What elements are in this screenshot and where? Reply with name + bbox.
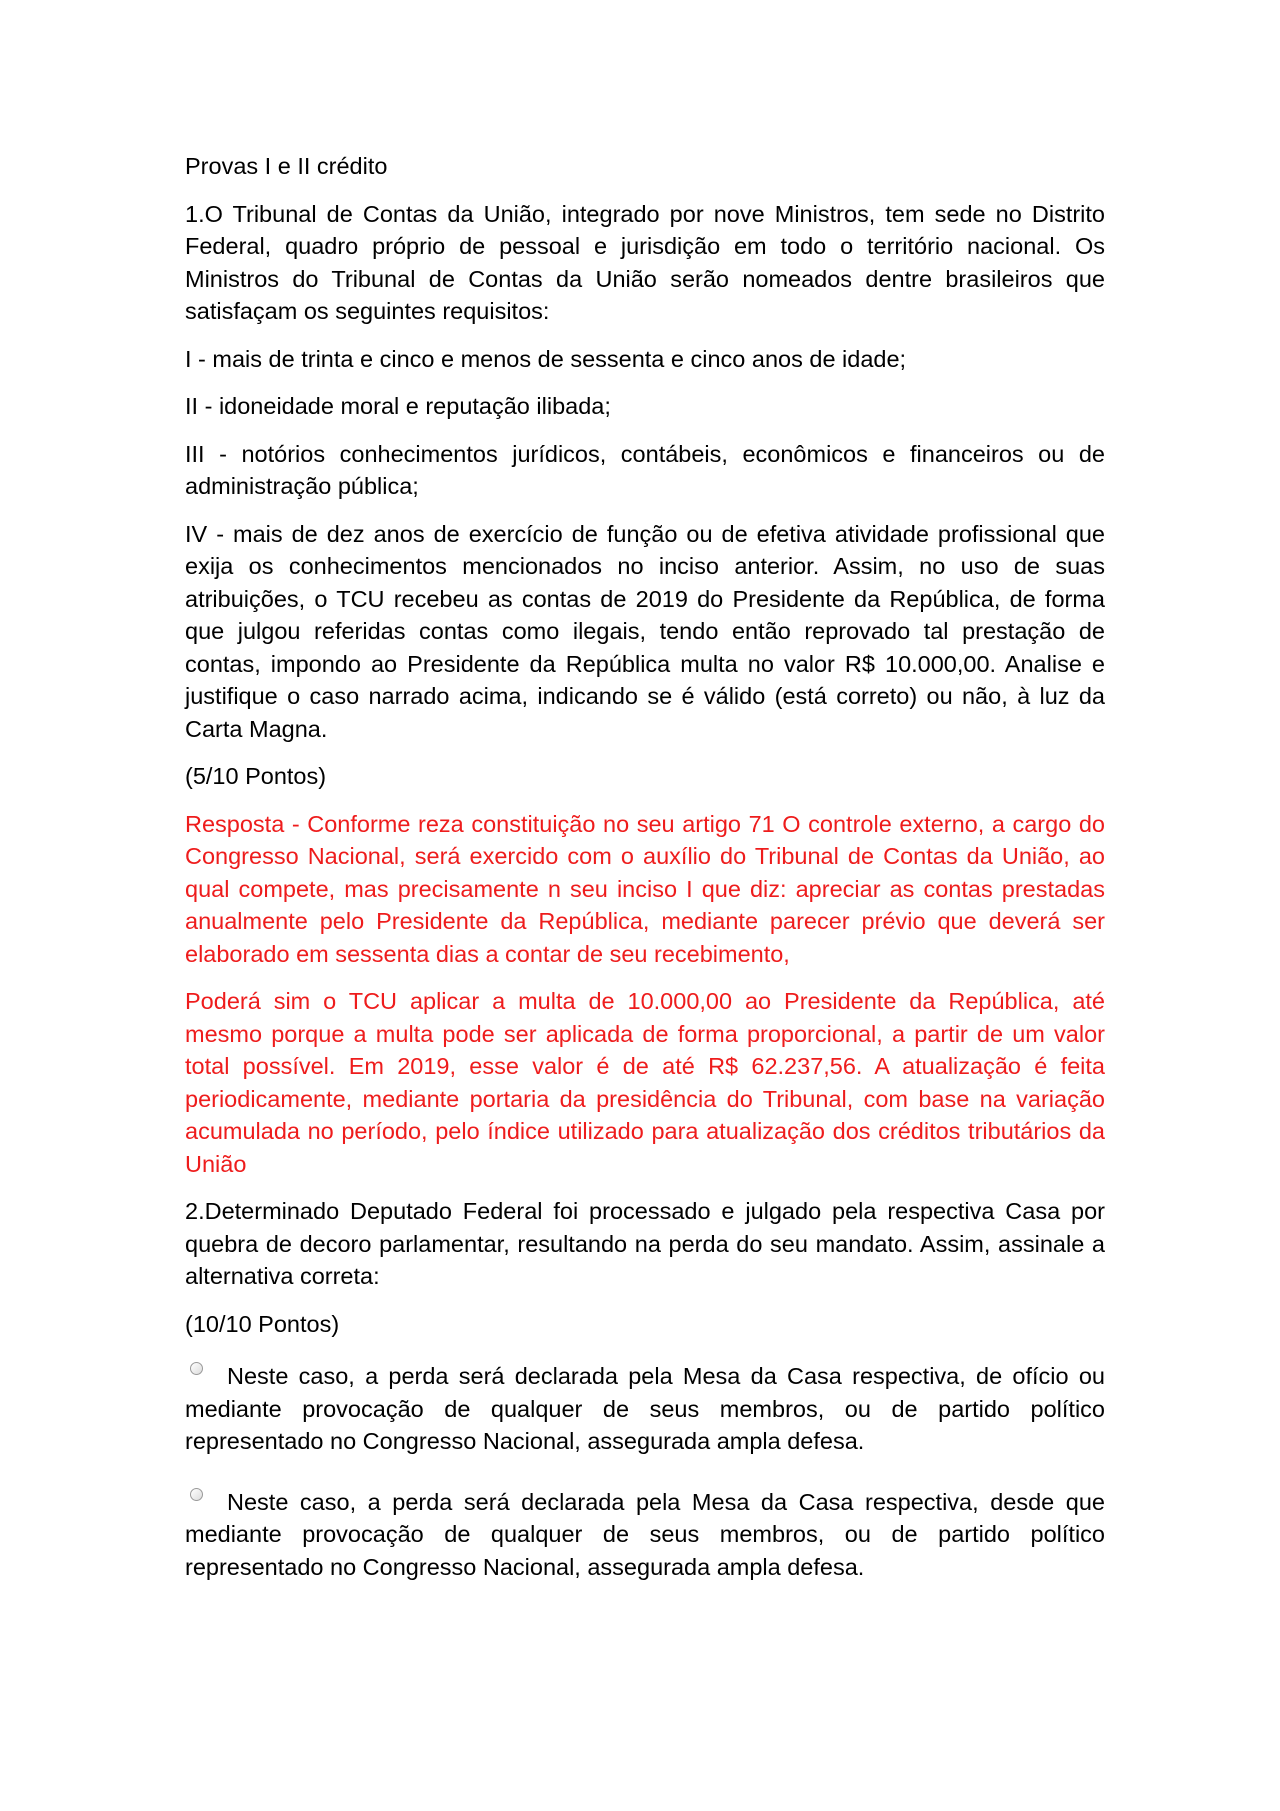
radio-button-icon[interactable]: [190, 1362, 203, 1375]
question-1-item-4: IV - mais de dez anos de exercício de função ou de efetiva atividade profissional que exija os conhecimentos mencionados no inciso anterior. Assim, no uso de suas atribuições, o TCU recebeu as contas de 2019 do Presidente da República, de forma que julgou referidas contas como ilegais, tendo então reprovado tal prestação de contas, impondo ao Presidente da República multa no valor R$ 10.000,00. Analise e justifique o caso narrado acima, indicando se é válido (está correto) ou não, à luz da Carta Magna.: [185, 520, 1105, 742]
document-title: Provas I e II crédito: [185, 153, 388, 179]
question-1-answer-part-2: Poderá sim o TCU aplicar a multa de 10.000,00 ao Presidente da República, até mesmo porque a multa pode ser aplicada de forma proporcional, a partir de um valor total possível. Em 2019, esse valor é de até R$ 62.237,56. A atualização é feita periodicamente, mediante portaria da presidência do Tribunal, com base na variação acumulada no período, pelo índice utilizado para atualização dos créditos tributários da União: [185, 988, 1105, 1177]
question-2-option-1-text: Neste caso, a perda será declarada pela Mesa da Casa respectiva, de ofício ou mediante provocação de qualquer de seus membros, ou de partido político representado no Congresso Nacional, assegurada ampla defesa.: [185, 1363, 1105, 1454]
question-2-option-1[interactable]: [185, 1360, 1105, 1458]
question-1-intro: 1.O Tribunal de Contas da União, integrado por nove Ministros, tem sede no Distrito Federal, quadro próprio de pessoal e jurisdição em todo o território nacional. Os Ministros do Tribunal de Contas da União serão nomeados dentre brasileiros que satisfaçam os seguintes requisitos:: [185, 200, 1105, 324]
question-1-answer-part-1: Resposta - Conforme reza constituição no seu artigo 71 O controle externo, a cargo do Congresso Nacional, será exercido com o auxílio do Tribunal de Contas da União, ao qual compete, mas precisamente n seu inciso I que diz: apreciar as contas prestadas anualmente pelo Presidente da República, mediante parecer prévio que deverá ser elaborado em sessenta dias a contar de seu recebimento,: [185, 810, 1105, 967]
document-page: [185, 150, 1105, 1611]
radio-button-icon[interactable]: [190, 1488, 203, 1501]
question-2-intro: 2.Determinado Deputado Federal foi processado e julgado pela respectiva Casa por quebra de decoro parlamentar, resultando na perda do seu mandato. Assim, assinale a alternativa correta:: [185, 1198, 1105, 1289]
question-2-option-2-text: Neste caso, a perda será declarada pela Mesa da Casa respectiva, desde que mediante provocação de qualquer de seus membros, ou de partido político representado no Congresso Nacional, assegurada ampla defesa.: [185, 1488, 1105, 1580]
question-1-item-2: II - idoneidade moral e reputação ilibada;: [185, 393, 611, 419]
question-1-points: (5/10 Pontos): [185, 763, 327, 789]
question-2-option-2[interactable]: [185, 1486, 1105, 1584]
question-1-item-1: I - mais de trinta e cinco e menos de sessenta e cinco anos de idade;: [185, 345, 907, 372]
question-2-points: (10/10 Pontos): [185, 1310, 340, 1337]
question-1-item-3: III - notórios conhecimentos jurídicos, contábeis, econômicos e financeiros ou de administração pública;: [185, 440, 1105, 499]
